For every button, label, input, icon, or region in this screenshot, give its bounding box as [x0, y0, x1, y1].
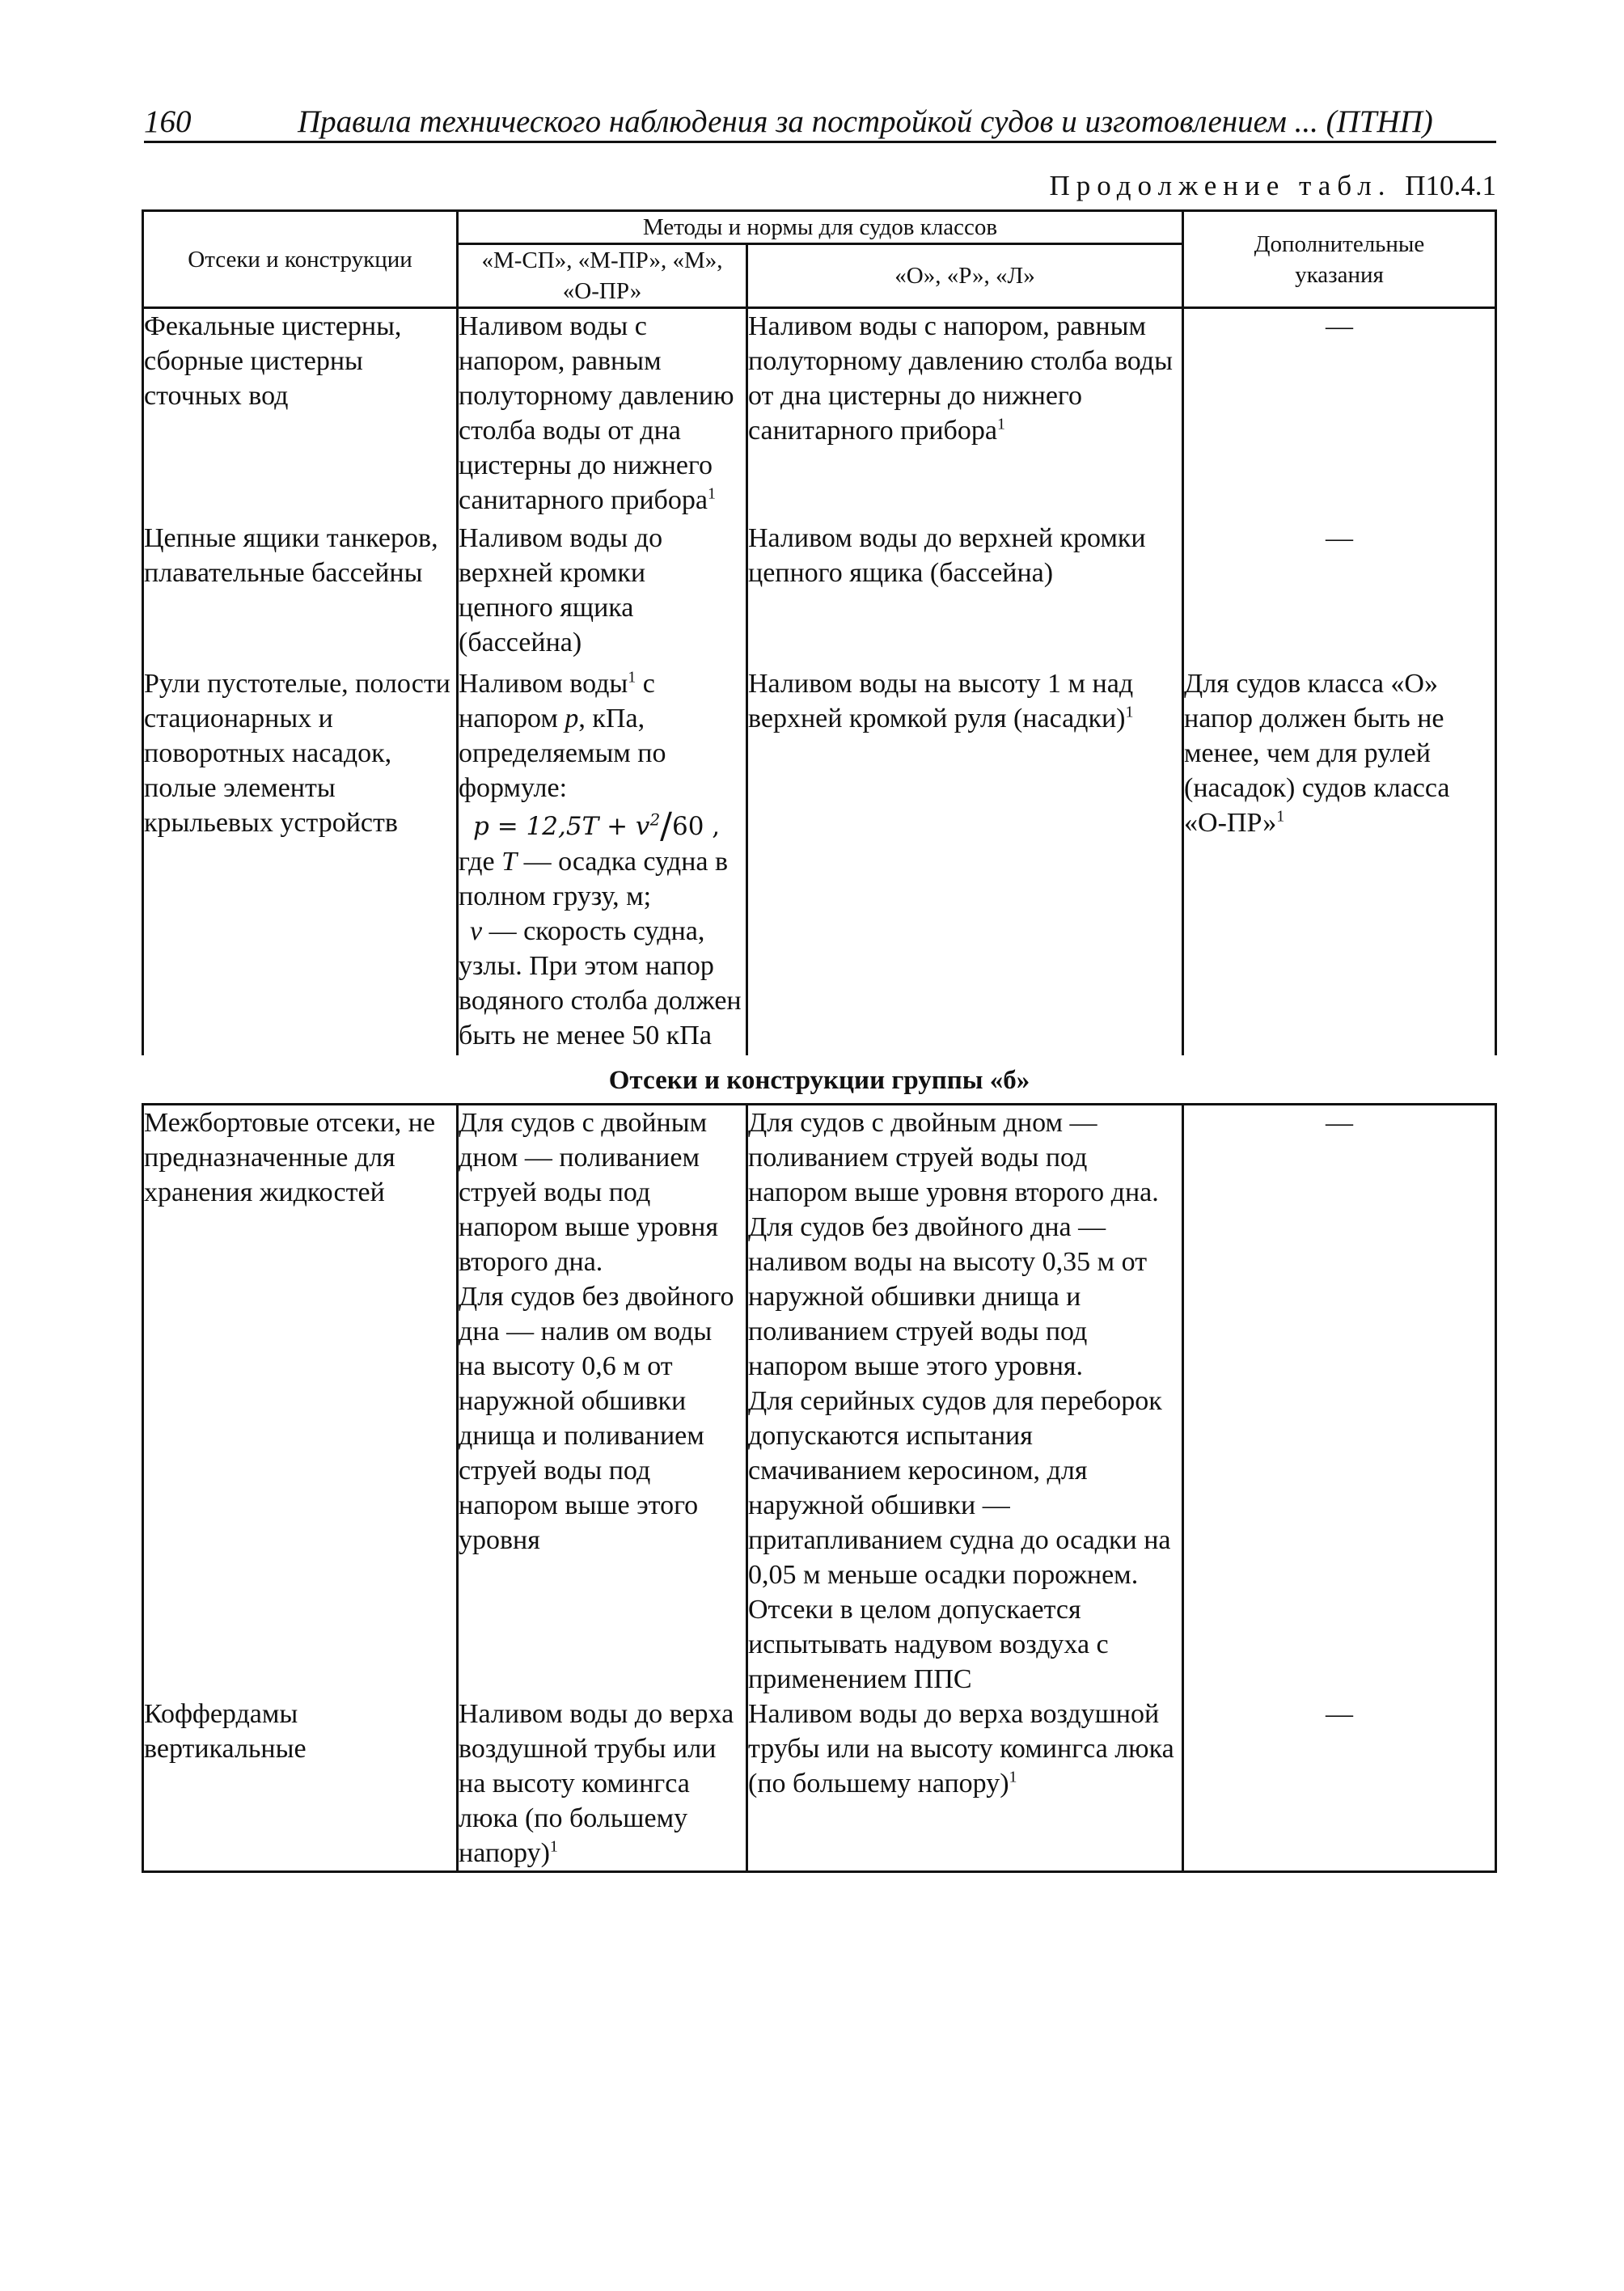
row3-note-text: Для судов класса «О» напор должен быть не менее, чем для рулей (насадок) судов класса «О-ПР»	[1184, 669, 1450, 838]
group-heading-row	[143, 1055, 1496, 1105]
row1-method-b	[747, 308, 1183, 518]
table-continuation-label	[1049, 170, 1496, 202]
row3-a-T-text: — осадка судна в полном грузу, м;	[459, 847, 729, 911]
row5-name: Коффердамы вертикальные	[143, 1697, 458, 1872]
row4-b-p2: Для судов без двойного дна — наливом воды на высоту 0,35 м от наружной обшивки днища и поливанием струей воды под напором выше этого уровня.	[748, 1212, 1148, 1381]
row3-a-intro: Наливом воды	[459, 669, 628, 699]
formula-lhs: p = 12,5T + v	[473, 812, 650, 841]
row4-method-b	[747, 1105, 1183, 1697]
row4-b-p1: Для судов с двойным дном — поливанием струей воды под напором выше уровня второго дна.	[748, 1108, 1159, 1207]
row4-note: —	[1183, 1105, 1496, 1697]
row4-b-p3: Для серийных судов для переборок допускаются испытания смачиванием керосином, для наружной обшивки — притапливанием судна до осадки на 0,05 м меньше осадки порожнем. Отсеки в целом допускается испытывать надувом воздуха с применением ППС	[748, 1386, 1171, 1694]
row1-method-a	[458, 308, 747, 518]
col-header-additional-text: Дополнительные указания	[1254, 230, 1425, 288]
footnote-ref: 1	[549, 1837, 558, 1856]
table-row	[143, 308, 1496, 518]
footnote-ref: 1	[1276, 807, 1285, 826]
footnote-ref: 1	[1009, 1768, 1017, 1786]
col-header-classes-a	[458, 244, 747, 308]
table-number: П10.4.1	[1405, 170, 1496, 201]
symbol-v: v	[470, 916, 483, 946]
table-row	[143, 518, 1496, 666]
row5-method-a-text: Наливом воды до верха воздушной трубы или на высоту комингса люка (по большему напору)	[459, 1699, 734, 1868]
page-header	[144, 104, 1496, 143]
col-header-methods: Методы и нормы для судов классов	[458, 211, 1183, 244]
formula	[459, 805, 746, 847]
row1-method-b-text: Наливом воды с напором, равным полуторному давлению столба воды от дна цистерны до нижнего санитарного прибора	[748, 311, 1173, 446]
page-number: 160	[144, 104, 192, 139]
row1-note: —	[1183, 308, 1496, 518]
col-header-compartments: Отсеки и конструкции	[143, 211, 458, 308]
row3-a-unit: , кПа, определяемым по формуле:	[459, 704, 666, 803]
running-title: Правила технического наблюдения за постройкой судов и изготовлением ... (ПТНП)	[298, 104, 1433, 139]
footnote-ref: 1	[707, 484, 716, 503]
row1-name: Фекальные цистерны, сборные цистерны сточных вод	[143, 308, 458, 518]
row2-name: Цепные ящики танкеров, плавательные бассейны	[143, 518, 458, 666]
requirements-table	[142, 209, 1497, 1873]
row2-method-a: Наливом воды до верхней кромки цепного ящика (бассейна)	[458, 518, 747, 666]
row3-method-a	[458, 666, 747, 1055]
row3-a-v-text: — скорость судна, узлы. При этом напор водяного столба должен быть не менее 50 кПа	[459, 916, 742, 1050]
fraction-slash: /	[660, 805, 672, 847]
formula-rhs: 60 ,	[672, 812, 721, 841]
row4-method-a	[458, 1105, 747, 1697]
row3-note	[1183, 666, 1496, 1055]
footnote-ref: 1	[996, 415, 1005, 433]
row3-method-b-text: Наливом воды на высоту 1 м над верхней кромкой руля (насадки)	[748, 669, 1134, 733]
col-header-classes-a-text: «М-СП», «М-ПР», «М», «О-ПР»	[481, 247, 723, 304]
table-row	[143, 1105, 1496, 1697]
col-header-additional	[1183, 211, 1496, 308]
symbol-p: p	[565, 704, 579, 733]
symbol-T: T	[501, 847, 518, 877]
row5-method-a	[458, 1697, 747, 1872]
row3-a-after: с напором	[459, 669, 655, 733]
table-row	[143, 1697, 1496, 1872]
formula-exponent: 2	[649, 809, 661, 830]
row2-method-b: Наливом воды до верхней кромки цепного ящика (бассейна)	[747, 518, 1183, 666]
col-header-classes-b: «О», «Р», «Л»	[747, 244, 1183, 308]
row5-method-b	[747, 1697, 1183, 1872]
footnote-ref: 1	[1125, 703, 1134, 721]
row3-name: Рули пустотелые, полости стационарных и поворотных насадок, полые элементы крыльевых устройств	[143, 666, 458, 1055]
row4-a-p1: Для судов с двойным дном — поливанием струей воды под напором выше уровня второго дна.	[459, 1108, 718, 1277]
table-row	[143, 666, 1496, 1055]
row4-a-p2: Для судов без двойного дна — налив ом воды на высоту 0,6 м от наружной обшивки днища и поливанием струей воды под напором выше этого уровня	[459, 1282, 734, 1555]
row5-method-b-text: Наливом воды до верха воздушной трубы или на высоту комингса люка (по большему напору)	[748, 1699, 1174, 1799]
footnote-ref: 1	[628, 668, 636, 687]
indent-spacer	[459, 916, 470, 946]
row4-name: Межбортовые отсеки, не предназначенные для хранения жидкостей	[143, 1105, 458, 1697]
row2-note: —	[1183, 518, 1496, 666]
group-b-heading: Отсеки и конструкции группы «б»	[608, 1066, 1030, 1095]
continuation-text: Продолжение табл.	[1049, 170, 1392, 201]
row3-method-b	[747, 666, 1183, 1055]
row3-a-where: где	[459, 847, 502, 877]
row1-method-a-text: Наливом воды с напором, равным полуторному давлению столба воды от дна цистерны до нижнего санитарного прибора	[459, 311, 734, 515]
row5-note: —	[1183, 1697, 1496, 1872]
